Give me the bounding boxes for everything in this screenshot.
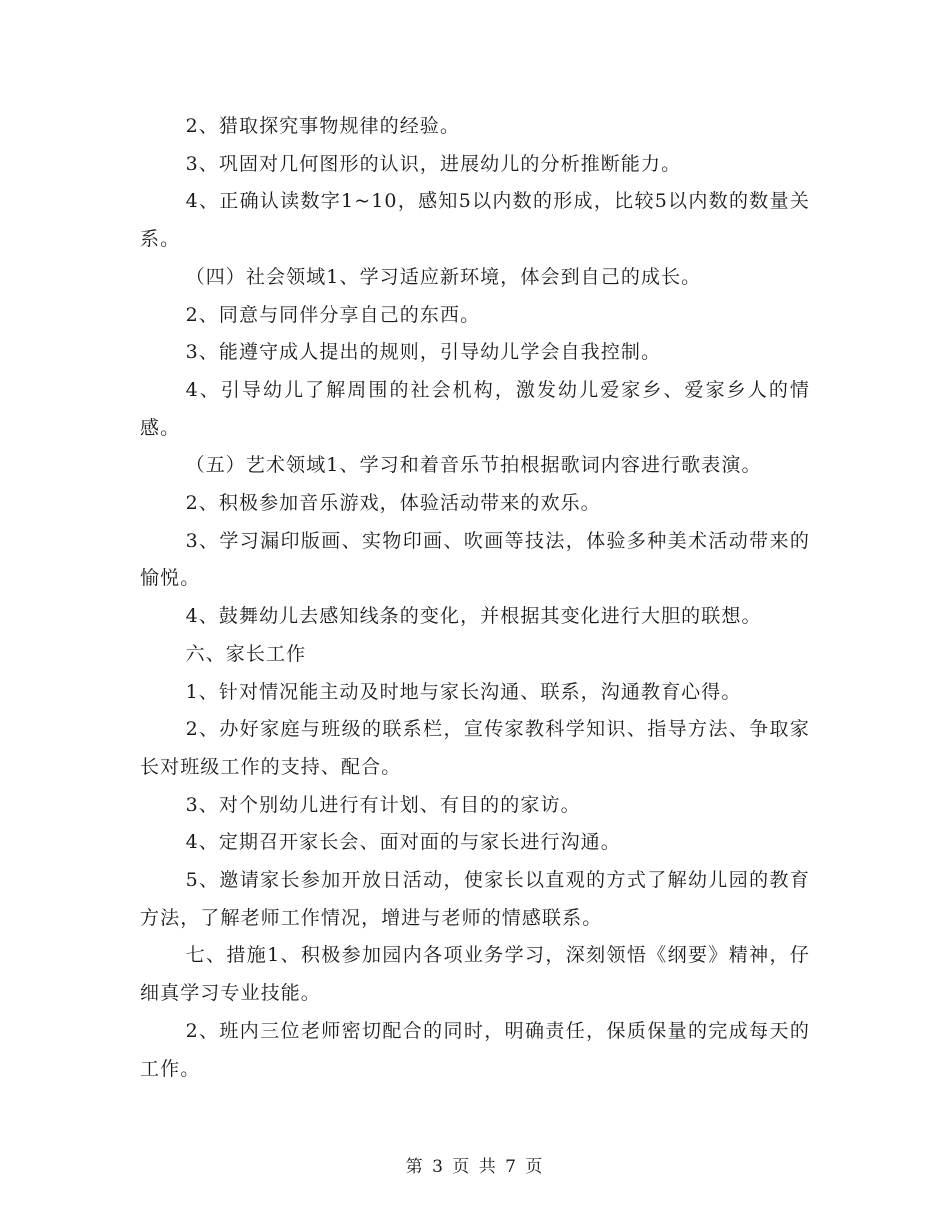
section-heading-paragraph: （四）社会领域1、学习适应新环境，体会到自己的成长。 (185, 265, 702, 288)
paragraph: 2、班内三位老师密切配合的同时，明确责任，保质保量的完成每天的工作。 (140, 1019, 810, 1080)
section-heading-paragraph: （五）艺术领域1、学习和着音乐节拍根据歌词内容进行歌表演。 (185, 454, 762, 477)
paragraph: 4、鼓舞幼儿去感知线条的变化，并根据其变化进行大胆的联想。 (185, 605, 762, 628)
paragraph: 5、邀请家长参加开放日活动，使家长以直观的方式了解幼儿园的教育方法，了解老师工作情况，增进与老师的情感联系。 (140, 869, 810, 929)
page-number-footer: 第 3 页 共 7 页 (405, 1157, 545, 1177)
paragraph: 4、引导幼儿了解周围的社会机构，激发幼儿爱家乡、爱家乡人的情感。 (140, 378, 810, 439)
paragraph: 4、定期召开家长会、面对面的与家长进行沟通。 (185, 831, 621, 854)
section-heading: 六、家长工作 (185, 642, 307, 665)
paragraph: 3、对个别幼儿进行有计划、有目的的家访。 (185, 793, 581, 816)
paragraph: 2、办好家庭与班级的联系栏，宣传家教科学知识、指导方法、争取家长对班级工作的支持、配合。 (140, 718, 810, 778)
paragraph: 2、积极参加音乐游戏，体验活动带来的欢乐。 (185, 492, 601, 515)
paragraph: 2、猎取探究事物规律的经验。 (185, 115, 461, 137)
paragraph: 3、学习漏印版画、实物印画、吹画等技法，体验多种美术活动带来的愉悦。 (140, 529, 810, 590)
paragraph: 3、巩固对几何图形的认识，进展幼儿的分析推断能力。 (185, 152, 682, 175)
paragraph: 4、正确认读数字1~10，感知5以内数的形成，比较5以内数的数量关系。 (140, 190, 810, 251)
paragraph: 2、同意与同伴分享自己的东西。 (185, 303, 481, 326)
section-heading-paragraph: 七、措施1、积极参加园内各项业务学习，深刻领悟《纲要》精神，仔细真学习专业技能。 (140, 944, 810, 1005)
document-body (140, 108, 810, 1088)
paragraph: 3、能遵守成人提出的规则，引导幼儿学会自我控制。 (185, 341, 662, 364)
paragraph: 1、针对情况能主动及时地与家长沟通、联系，沟通教育心得。 (185, 680, 742, 703)
